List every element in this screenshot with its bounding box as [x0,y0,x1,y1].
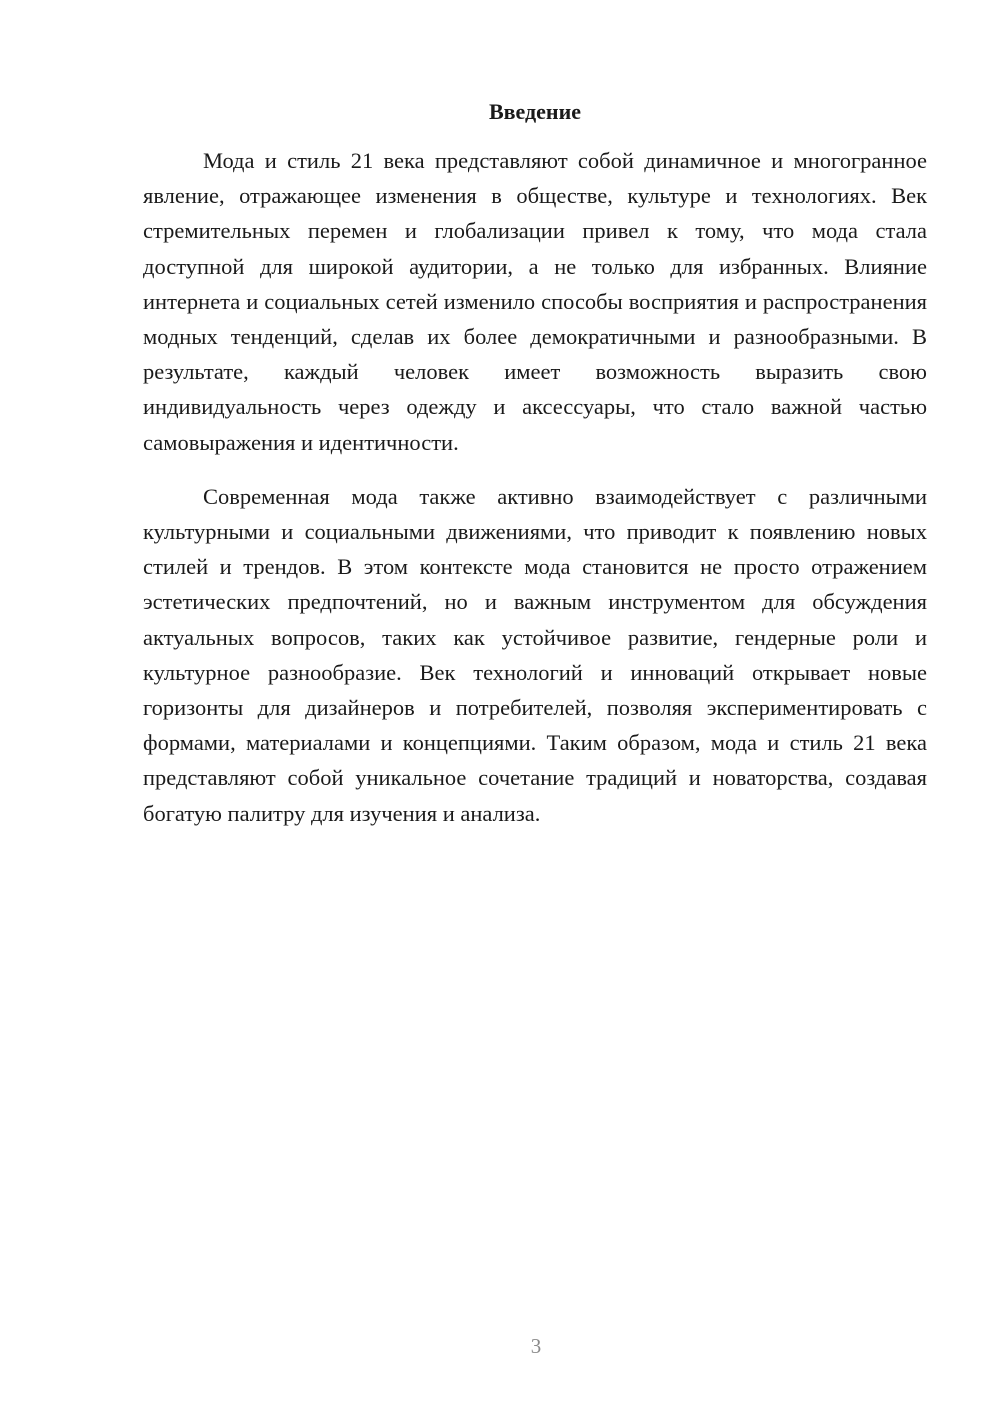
body-text [143,143,927,831]
page-number: 3 [530,1334,542,1358]
section-heading: Введение [488,99,582,124]
paragraph-1: Мода и стиль 21 века представляют собой динамичное и многогранное явление, отражающее изменения в обществе, культуре и технологиях. Век стремительных перемен и глобализации привел к тому, что мода стала доступной для широкой аудитории, а не только для избранных. Влияние интернета и социальных сетей изменило способы восприятия и распространения модных тенденций, сделав их более демократичными и разнообразными. В результате, каждый человек имеет возможность выразить свою индивидуальность через одежду и аксессуары, что стало важной частью самовыражения и идентичности. [143,148,927,455]
paragraph-2: Современная мода также активно взаимодействует с различными культурными и социальными движениями, что приводит к появлению новых стилей и трендов. В этом контексте мода становится не просто отражением эстетических предпочтений, но и важным инструментом для обсуждения актуальных вопросов, таких как устойчивое развитие, гендерные роли и культурное разнообразие. Век технологий и инноваций открывает новые горизонты для дизайнеров и потребителей, позволяя экспериментировать с формами, материалами и концепциями. Таким образом, мода и стиль 21 века представляют собой уникальное сочетание традиций и новаторства, создавая богатую палитру для изучения и анализа. [143,483,927,826]
